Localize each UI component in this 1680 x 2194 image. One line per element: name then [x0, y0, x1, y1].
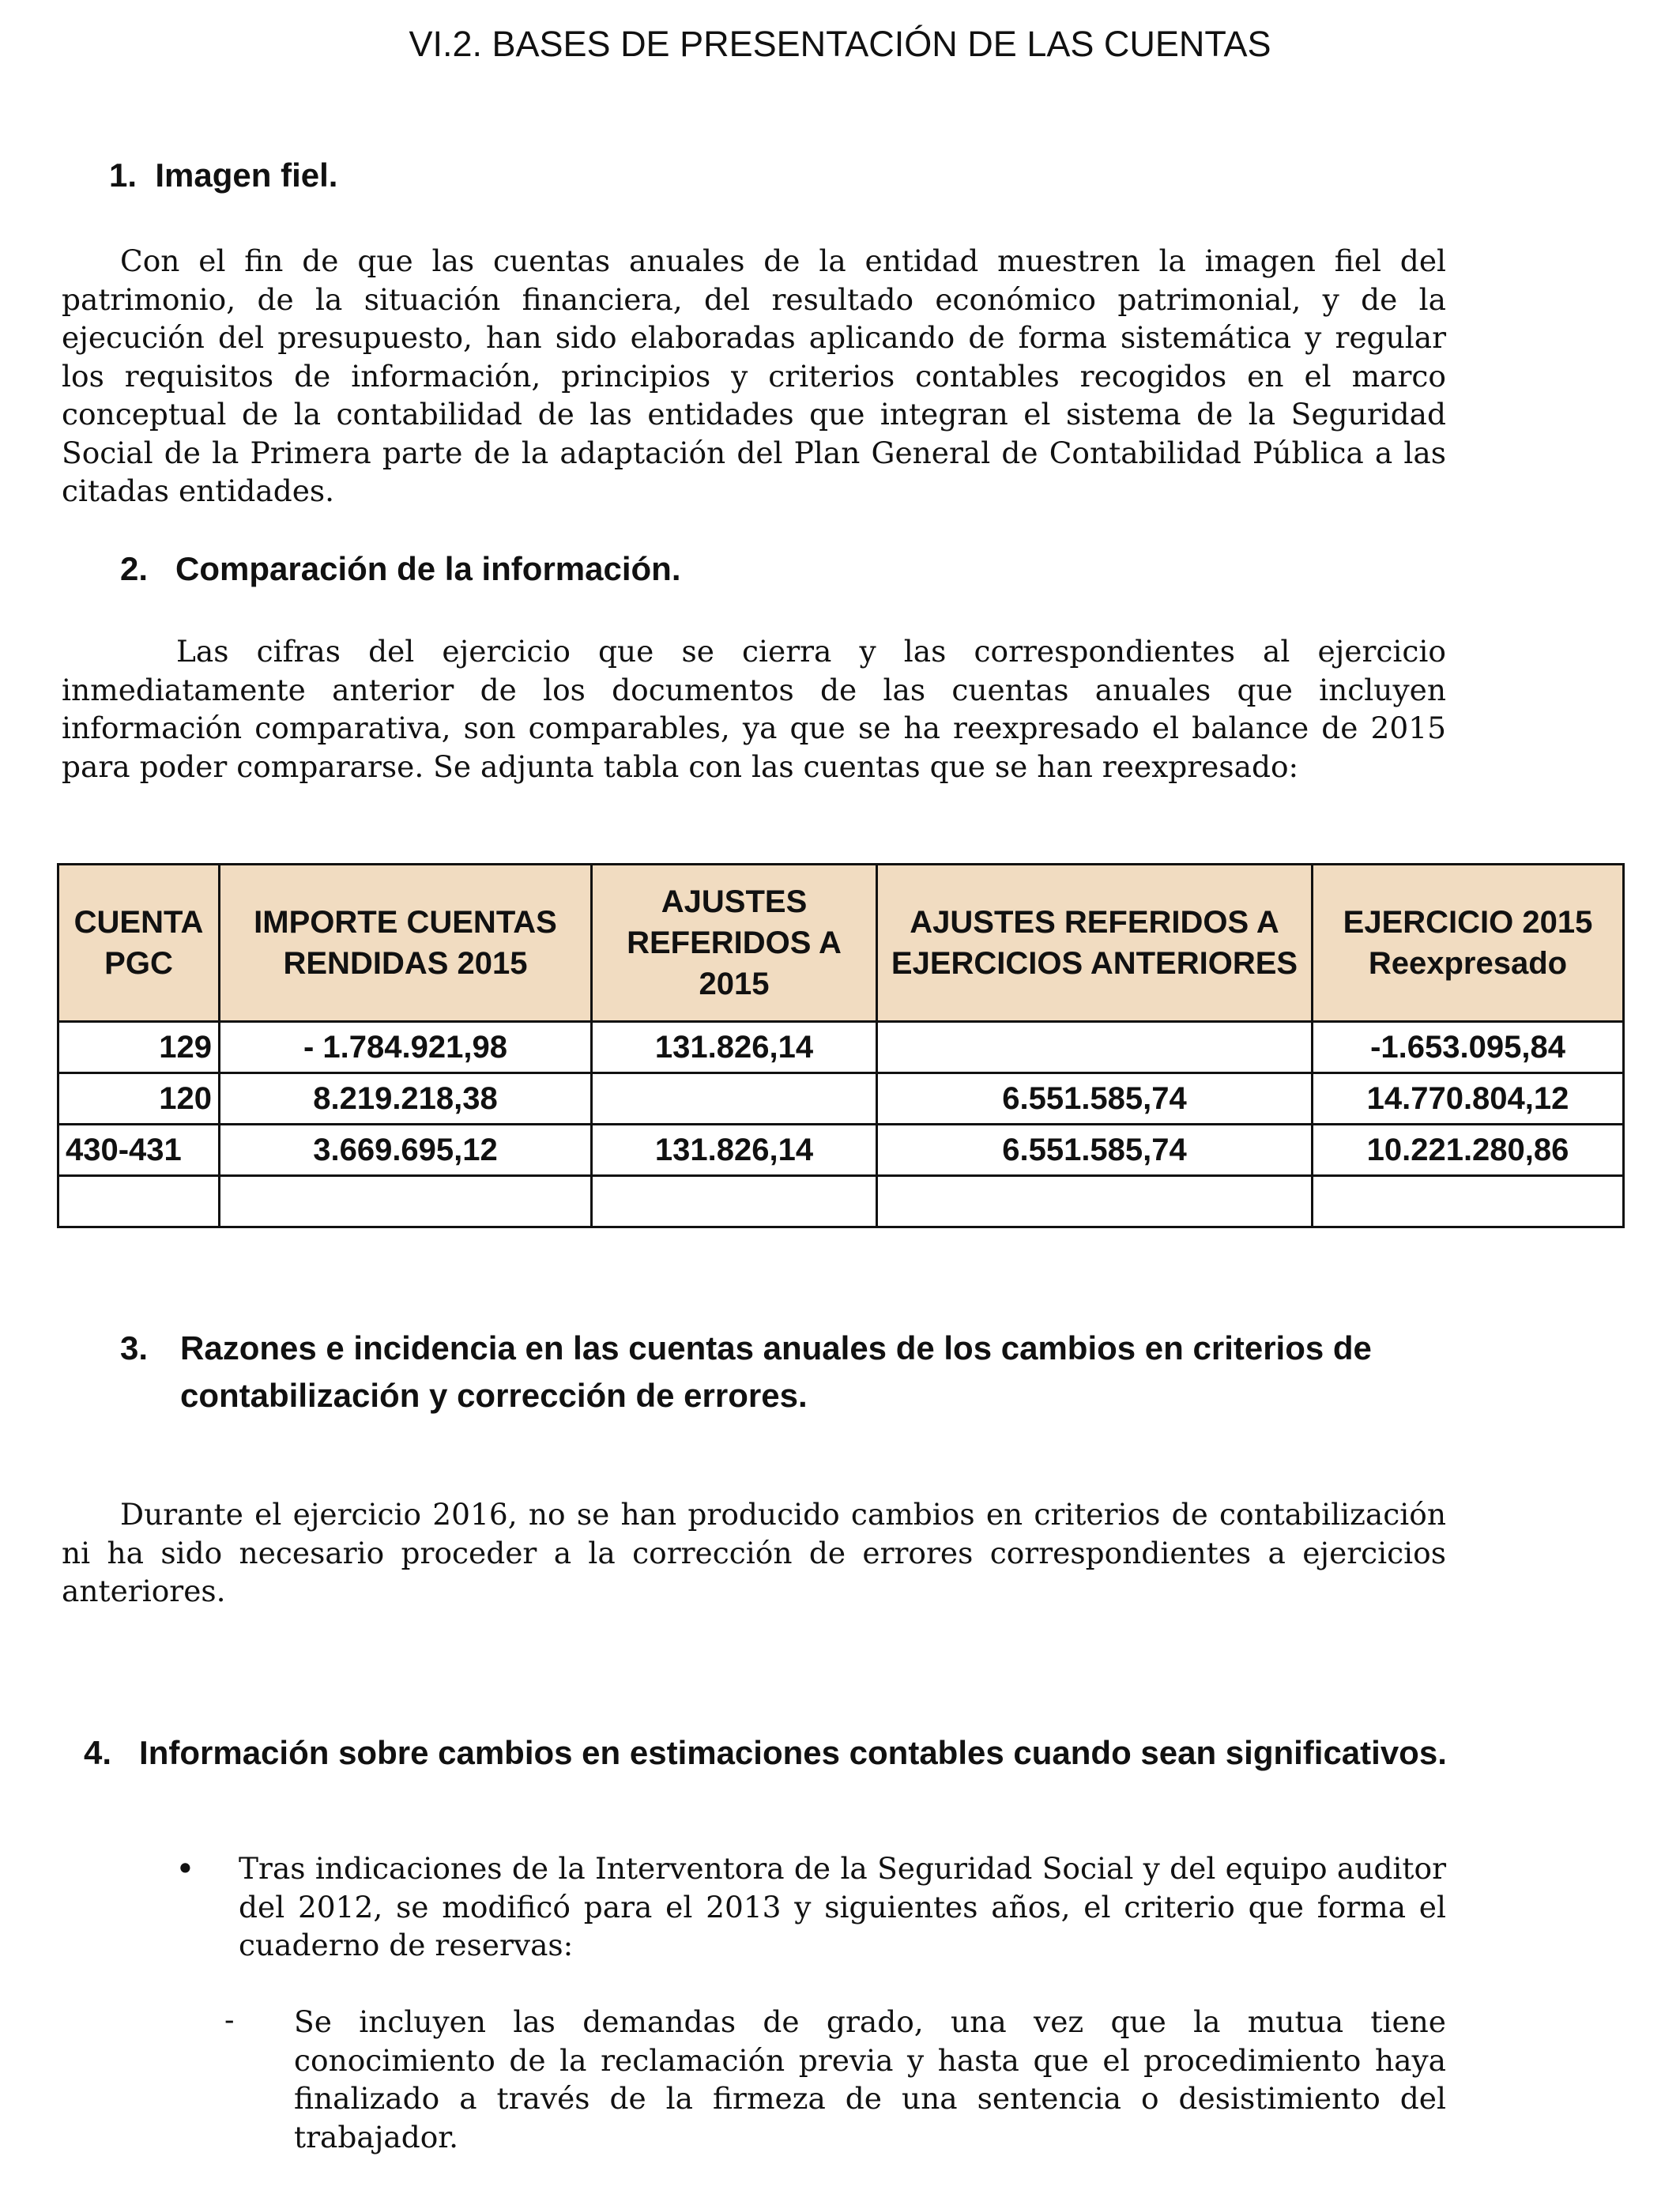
- section-4-title: Información sobre cambios en estimaciones contables cuando sean significativos.: [139, 1734, 1447, 1771]
- cell-ejercicio: 14.770.804,12: [1313, 1073, 1624, 1125]
- header-importe: IMPORTE CUENTAS RENDIDAS 2015: [220, 865, 592, 1022]
- cell-ajustes-anteriores: 6.551.585,74: [877, 1125, 1313, 1176]
- cell-ejercicio: [1313, 1176, 1624, 1227]
- section-2-title: Comparación de la información.: [175, 550, 681, 587]
- cell-ajustes-anteriores: [877, 1022, 1313, 1073]
- cell-ajustes-2015: [592, 1176, 877, 1227]
- cell-importe: [220, 1176, 592, 1227]
- header-ajustes-anteriores: AJUSTES REFERIDOS A EJERCICIOS ANTERIORES: [877, 865, 1313, 1022]
- table-header-row: [58, 865, 1624, 1022]
- reexpressed-accounts-table: [57, 863, 1625, 1228]
- sub-item-1: Se incluyen las demandas de grado, una vez que la mutua tiene conocimiento de la reclamación previa y hasta que el procedimiento haya finalizado a través de la firmeza de una sentencia o desistimiento del trabajador.: [294, 2004, 1446, 2154]
- table-row: [58, 1022, 1624, 1073]
- table-row: [58, 1176, 1624, 1227]
- cell-ajustes-anteriores: 6.551.585,74: [877, 1073, 1313, 1125]
- cell-ejercicio: 10.221.280,86: [1313, 1125, 1624, 1176]
- section-3-number: 3.: [120, 1329, 149, 1367]
- cell-cuenta: 430-431: [58, 1125, 220, 1176]
- cell-ejercicio: -1.653.095,84: [1313, 1022, 1624, 1073]
- section-3-title-line2: contabilización y corrección de errores.: [180, 1377, 808, 1414]
- paragraph-imagen-fiel: Con el fin de que las cuentas anuales de la entidad muestren la imagen fiel del patrimonio, de la situación financiera, del resultado económico patrimonial, y de la ejecución del presupuesto, han sido elaboradas aplicando de forma sistemática y regular los requisitos de información, principios y criterios contables recogidos en el marco conceptual de la contabilidad de las entidades que integran el sistema de la Seguridad Social de la Primera parte de la adaptación del Plan General de Contabilidad Pública a las citadas entidades.: [62, 243, 1446, 508]
- cell-ajustes-2015: 131.826,14: [592, 1125, 877, 1176]
- bullet-icon: •: [175, 1849, 195, 1888]
- header-ejercicio-2015: EJERCICIO 2015 Reexpresado: [1313, 865, 1624, 1022]
- section-4-heading: [84, 1734, 1447, 1772]
- section-3-title-line1: Razones e incidencia en las cuentas anuales de los cambios en criterios de: [180, 1329, 1372, 1367]
- cell-importe: 3.669.695,12: [220, 1125, 592, 1176]
- table-row: [58, 1073, 1624, 1125]
- section-1-title: Imagen fiel.: [155, 156, 338, 194]
- header-ajustes-2015: AJUSTES REFERIDOS A 2015: [592, 865, 877, 1022]
- section-1-heading: [109, 156, 337, 194]
- page-title: VI.2. BASES DE PRESENTACIÓN DE LAS CUENTAS: [409, 24, 1271, 64]
- section-2-heading: [120, 550, 681, 588]
- cell-cuenta: 129: [58, 1022, 220, 1073]
- paragraph-errores: Durante el ejercicio 2016, no se han producido cambios en criterios de contabilización ni ha sido necesario proceder a la corrección de errores correspondientes a ejercicios anteriores.: [62, 1497, 1446, 1608]
- section-4-number: 4.: [84, 1734, 112, 1771]
- cell-cuenta: [58, 1176, 220, 1227]
- cell-cuenta: 120: [58, 1073, 220, 1125]
- bullet-item-1: Tras indicaciones de la Interventora de la Seguridad Social y del equipo auditor del 2012, se modificó para el 2013 y siguientes años, el criterio que forma el cuaderno de reservas:: [239, 1851, 1446, 1962]
- cell-ajustes-2015: 131.826,14: [592, 1022, 877, 1073]
- cell-ajustes-2015: [592, 1073, 877, 1125]
- section-3-heading: [120, 1325, 1372, 1419]
- cell-importe: - 1.784.921,98: [220, 1022, 592, 1073]
- table-row: [58, 1125, 1624, 1176]
- cell-ajustes-anteriores: [877, 1176, 1313, 1227]
- dash-icon: -: [224, 2003, 235, 2037]
- header-cuenta: CUENTA PGC: [58, 865, 220, 1022]
- paragraph-comparacion: Las cifras del ejercicio que se cierra y las correspondientes al ejercicio inmediatamente anterior de los documentos de las cuentas anuales que incluyen información comparativa, son comparables, ya que se ha reexpresado el balance de 2015 para poder compararse. Se adjunta tabla con las cuentas que se han reexpresado:: [62, 634, 1446, 784]
- section-2-number: 2.: [120, 550, 149, 587]
- section-1-number: 1.: [109, 156, 137, 194]
- cell-importe: 8.219.218,38: [220, 1073, 592, 1125]
